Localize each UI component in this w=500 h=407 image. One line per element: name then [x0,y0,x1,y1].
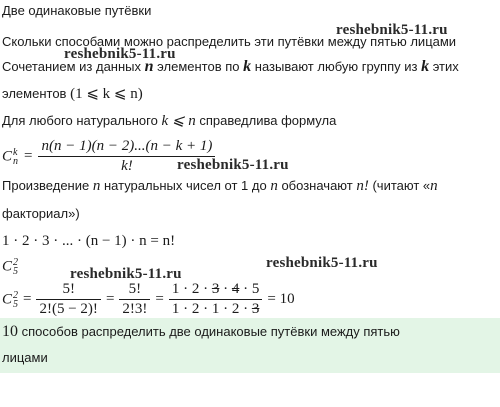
question-text: Скольки способами можно распределить эти путёвки между пятью лицами [2,34,457,49]
c52-base: C [2,258,13,275]
calc-f3-bar [169,299,263,300]
calculation [2,281,295,318]
calc-fraction-3 [169,281,263,318]
combination-symbol [2,148,18,166]
calc-c-sub: 5 [13,298,19,310]
answer-line-1 [2,323,400,341]
factorial-line-2: факториал») [2,206,80,221]
definition-text-b: элементов по [157,59,240,74]
calc-eq-2: = [105,291,115,307]
answer-number: 10 [2,323,18,340]
equals-sign: = [24,148,33,164]
calc-c-sup: 2 [13,289,19,301]
calc-fraction-2 [119,281,150,318]
calc-f3-den-a: 1 · 2 · 1 · 2 · [171,301,252,317]
calc-f1-den: 2!(5 − 2)! [39,301,98,317]
definition-line2-text: элементов [2,86,67,101]
general-denominator: k! [121,158,133,174]
calc-f3-num-b: · [219,281,232,297]
calc-c-base: C [2,290,13,307]
definition-text-d: этих [432,59,459,74]
c52-label [2,258,18,276]
var-n: n [144,58,154,75]
factorial-text-a: Произведение [2,178,90,193]
product-formula: 1 · 2 · 3 · ... · (n − 1) · n = n! [2,233,176,249]
factorial-n2: n [270,178,278,194]
definition-text-a: Сочетанием из данных [2,59,142,74]
factorial-text-c: обозначают [281,178,353,193]
calc-f2-bar [119,299,150,300]
calc-result: = 10 [267,291,295,307]
formula-intro-text-b: справедлива формула [199,113,337,128]
definition-line-2 [2,84,143,103]
calc-f3-num-strike-1: 3 [211,281,220,297]
factorial-n3: n [430,178,438,194]
calc-f1-bar [36,299,100,300]
calc-f3-num [169,281,263,298]
factorial-text-b: натуральных чисел от 1 до [103,178,267,193]
calc-f3-num-c: · 5 [239,281,260,297]
c52-sub: 5 [13,266,19,277]
c-sup: k [13,146,18,158]
general-numerator: n(n − 1)(n − 2)...(n − k + 1) [41,138,213,154]
c-sub: n [13,155,19,167]
c-base: C [2,147,13,164]
formula-intro-text-a: Для любого натурального [2,113,158,128]
calc-f2-num: 5! [128,281,142,297]
page-title: Две одинаковые путёвки [2,3,152,18]
answer-line-2: лицами [2,350,48,365]
var-k-2: k [421,58,430,75]
calc-f2-den: 2!3! [122,301,148,317]
var-k: k [243,58,252,75]
calc-eq-1: = [23,291,32,307]
c52-sup: 2 [13,257,19,268]
watermark: reshebnik5-11.ru [70,266,182,282]
factorial-line-1 [2,178,438,195]
calc-f1-num: 5! [62,281,75,297]
watermark: reshebnik5-11.ru [177,157,289,173]
answer-text: способов распределить две одинаковые путёвки между пятью [21,324,400,339]
factorial-n1: n [92,178,101,194]
watermark: reshebnik5-11.ru [336,22,448,38]
factorial-nfact: n! [356,178,369,194]
formula-intro [2,111,336,130]
definition-text-c: называют любую группу из [254,59,418,74]
calc-f3-den-strike: 3 [251,301,260,317]
calc-f3-den [169,301,262,318]
formula-intro-condition: k ⩽ n [161,113,196,129]
calc-eq-3: = [155,291,164,307]
calc-c-symbol [2,291,18,309]
calc-f3-num-a: 1 · 2 · [171,281,212,297]
calc-fraction-1 [36,281,100,318]
factorial-text-d: (читают « [372,178,431,193]
watermark: reshebnik5-11.ru [266,255,378,271]
calc-f3-num-strike-2: 4 [231,281,240,297]
condition-formula: (1 ⩽ k ⩽ n) [70,86,143,102]
watermark: reshebnik5-11.ru [64,46,176,62]
